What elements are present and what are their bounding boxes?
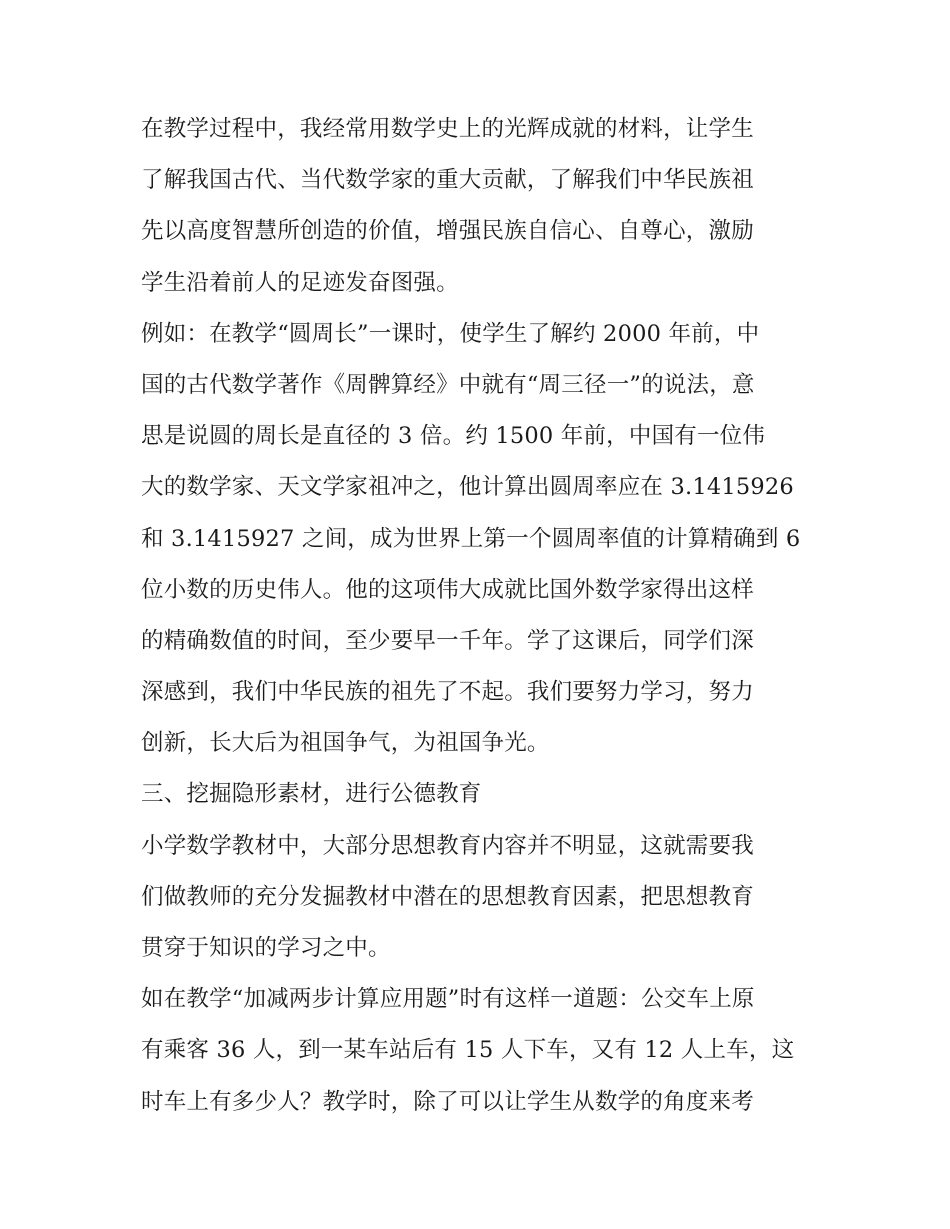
text-line: 有乘客 36 人，到一某车站后有 15 人下车，又有 12 人上车，这 — [141, 1037, 795, 1064]
text-line: 小学数学教材中，大部分思想教育内容并不明显，这就需要我 — [141, 832, 754, 859]
text-line: 深感到，我们中华民族的祖先了不起。我们要努力学习，努力 — [141, 679, 754, 706]
text-line: 学生沿着前人的足迹发奋图强。 — [141, 269, 459, 296]
text-line: 如在教学“加减两步计算应用题”时有这样一道题：公交车上原 — [141, 986, 755, 1013]
text-line: 和 3.1415927 之间，成为世界上第一个圆周率值的计算精确到 6 — [141, 525, 801, 552]
text-line: 先以高度智慧所创造的价值，增强民族自信心、自尊心，激励 — [141, 218, 754, 245]
text-line: 大的数学家、天文学家祖冲之，他计算出圆周率应在 3.1415926 — [141, 474, 794, 501]
text-line: 思是说圆的周长是直径的 3 倍。约 1500 年前，中国有一位伟 — [141, 423, 766, 450]
section-heading: 三、挖掘隐形素材，进行公德教育 — [141, 781, 482, 808]
text-line: 了解我国古代、当代数学家的重大贡献，了解我们中华民族祖 — [141, 167, 754, 194]
text-line: 贯穿于知识的学习之中。 — [141, 935, 391, 961]
text-line: 例如：在教学“圆周长”一课时，使学生了解约 2000 年前，中 — [141, 320, 760, 347]
text-line: 位小数的历史伟人。他的这项伟大成就比国外数学家得出这样 — [141, 576, 754, 603]
text-line: 时车上有多少人？教学时，除了可以让学生从数学的角度来考 — [141, 1088, 754, 1115]
text-line: 的精确数值的时间，至少要早一千年。学了这课后，同学们深 — [141, 627, 754, 654]
text-line: 们做教师的充分发掘教材中潜在的思想教育因素，把思想教育 — [141, 883, 754, 910]
text-line: 国的古代数学著作《周髀算经》中就有“周三径一”的说法，意 — [141, 371, 755, 398]
text-line: 创新，长大后为祖国争气，为祖国争光。 — [141, 730, 550, 757]
document-body — [141, 104, 813, 1128]
text-line: 在教学过程中，我经常用数学史上的光辉成就的材料，让学生 — [141, 116, 754, 142]
